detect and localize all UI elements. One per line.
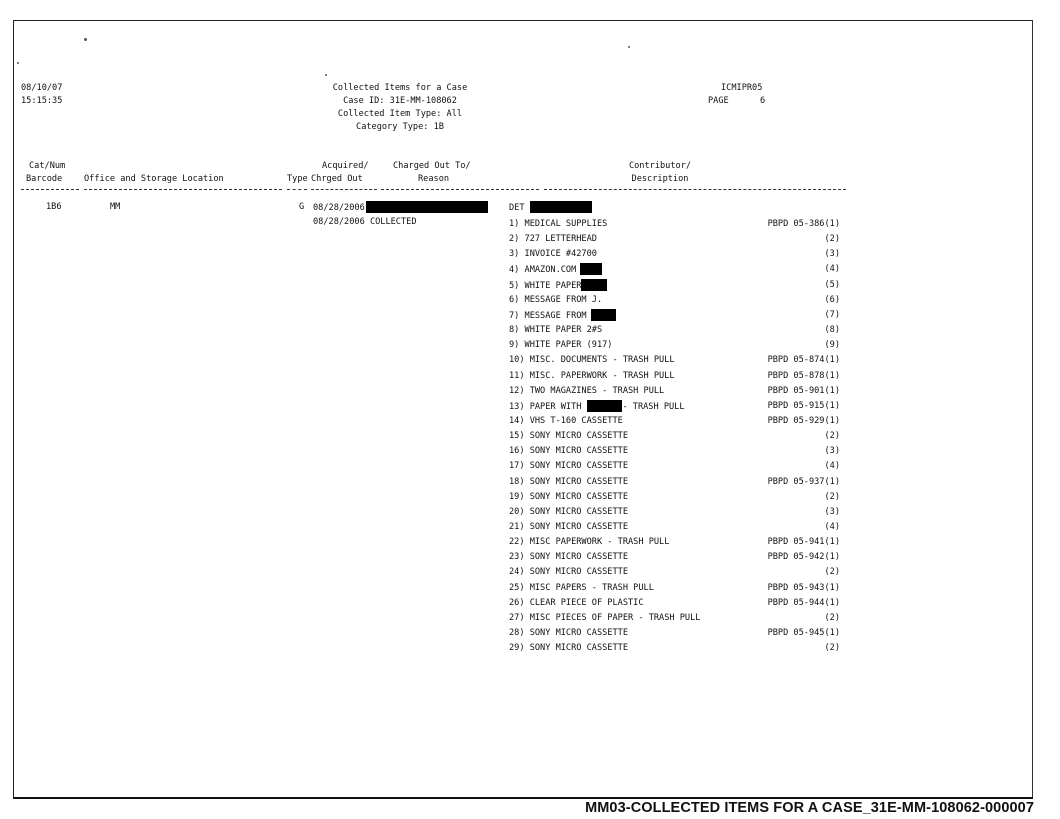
item-description: 6) MESSAGE FROM J. — [509, 295, 603, 305]
report-id: ICMIPR05 — [721, 83, 763, 93]
item-description: 1) MEDICAL SUPPLIES — [509, 219, 608, 229]
item-description: 8) WHITE PAPER 2#S — [509, 325, 603, 335]
list-item — [509, 385, 664, 398]
item-reference: PBPD 05-937(1) — [767, 477, 840, 487]
item-description: 16) SONY MICRO CASSETTE — [509, 446, 628, 456]
item-reference: PBPD 05-874(1) — [767, 355, 840, 365]
item-reference: PBPD 05-878(1) — [767, 371, 840, 381]
list-item — [509, 551, 628, 564]
item-reference: (3) — [824, 249, 840, 259]
scan-speck — [84, 38, 87, 41]
item-reference: PBPD 05-944(1) — [767, 598, 840, 608]
list-item — [509, 582, 654, 595]
item-reference: PBPD 05-386(1) — [767, 219, 840, 229]
item-description: 15) SONY MICRO CASSETTE — [509, 431, 628, 441]
item-description: 22) MISC PAPERWORK - TRASH PULL — [509, 537, 670, 547]
list-item — [509, 218, 607, 231]
item-description: 12) TWO MAGAZINES - TRASH PULL — [509, 386, 665, 396]
redaction-box — [366, 201, 488, 213]
item-reference: PBPD 05-929(1) — [767, 416, 840, 426]
item-reference: (2) — [824, 431, 840, 441]
item-reference: PBPD 05-942(1) — [767, 552, 840, 562]
col-type: Type — [287, 174, 308, 184]
list-item — [509, 476, 628, 489]
record-type: G — [299, 202, 305, 212]
item-reference: (2) — [824, 643, 840, 653]
item-reference: (3) — [824, 507, 840, 517]
report-category-type: Category Type: 1B — [356, 122, 444, 132]
item-description: 29) SONY MICRO CASSETTE — [509, 643, 628, 653]
list-item — [509, 536, 669, 549]
list-item — [509, 339, 612, 352]
list-item — [509, 521, 628, 534]
item-reference: (3) — [824, 446, 840, 456]
scan-speck — [17, 62, 19, 64]
item-reference: (4) — [824, 461, 840, 471]
item-reference: (2) — [824, 492, 840, 502]
list-item — [509, 415, 623, 428]
list-item — [509, 627, 628, 640]
report-date: 08/10/07 — [21, 83, 63, 93]
item-reference: (4) — [824, 522, 840, 532]
report-time: 15:15:35 — [21, 96, 63, 106]
list-item — [509, 279, 607, 293]
item-description: 23) SONY MICRO CASSETTE — [509, 552, 628, 562]
col-contributor: Contributor/ — [628, 161, 692, 171]
list-item — [509, 263, 602, 277]
list-item — [509, 294, 602, 307]
item-reference: (4) — [824, 264, 840, 274]
list-item — [509, 642, 628, 655]
item-reference: (9) — [824, 340, 840, 350]
redaction-box — [587, 400, 622, 412]
separator-line — [84, 189, 282, 190]
col-description: Description — [631, 174, 689, 184]
item-description: 4) AMAZON.COM — [509, 265, 577, 275]
item-reference: (2) — [824, 613, 840, 623]
item-reference: PBPD 05-901(1) — [767, 386, 840, 396]
item-reference: (8) — [824, 325, 840, 335]
redaction-box — [581, 279, 607, 291]
page-number: 6 — [760, 96, 766, 106]
page-border-top — [13, 20, 1033, 21]
list-item — [509, 612, 700, 625]
col-reason: Reason — [418, 174, 450, 184]
separator-line — [287, 189, 307, 190]
item-reference: PBPD 05-941(1) — [767, 537, 840, 547]
item-reference: PBPD 05-943(1) — [767, 583, 840, 593]
list-item — [509, 324, 602, 337]
item-description: 10) MISC. DOCUMENTS - TRASH PULL — [509, 355, 675, 365]
col-acquired: Acquired/ — [322, 161, 369, 171]
page-label: PAGE — [708, 96, 729, 106]
list-item — [509, 506, 628, 519]
record-charged-out: 08/28/2006 COLLECTED — [313, 217, 417, 227]
item-description-tail: - TRASH PULL — [622, 402, 685, 412]
report-title-line: Collected Items for a Case — [332, 83, 468, 93]
item-description: 13) PAPER WITH — [509, 402, 582, 412]
list-item — [509, 309, 616, 323]
item-reference: (6) — [824, 295, 840, 305]
list-item — [509, 491, 628, 504]
item-description: 11) MISC. PAPERWORK - TRASH PULL — [509, 371, 675, 381]
list-item — [509, 370, 675, 383]
col-charged-to: Charged Out To/ — [393, 161, 471, 171]
page-border-left — [13, 20, 14, 798]
list-item — [509, 400, 685, 414]
item-reference: (5) — [824, 280, 840, 290]
list-item — [509, 566, 628, 579]
list-item — [509, 233, 597, 246]
item-description: 2) 727 LETTERHEAD — [509, 234, 597, 244]
item-description: 21) SONY MICRO CASSETTE — [509, 522, 628, 532]
item-reference: PBPD 05-915(1) — [767, 401, 840, 411]
item-description: 24) SONY MICRO CASSETTE — [509, 567, 628, 577]
item-reference: (2) — [824, 234, 840, 244]
item-description: 7) MESSAGE FROM — [509, 311, 587, 321]
scan-speck — [628, 46, 630, 48]
list-item — [509, 445, 628, 458]
redaction-box — [591, 309, 616, 321]
item-description: 20) SONY MICRO CASSETTE — [509, 507, 628, 517]
item-reference: (2) — [824, 567, 840, 577]
list-item — [509, 460, 628, 473]
item-description: 28) SONY MICRO CASSETTE — [509, 628, 628, 638]
item-description: 26) CLEAR PIECE OF PLASTIC — [509, 598, 644, 608]
item-description: 5) WHITE PAPER — [509, 281, 582, 291]
record-office: MM — [110, 202, 121, 212]
col-barcode: Barcode — [26, 174, 63, 184]
item-description: 19) SONY MICRO CASSETTE — [509, 492, 628, 502]
separator-line — [311, 189, 377, 190]
report-case-id: Case ID: 31E-MM-108062 — [343, 96, 457, 106]
separator-line — [544, 189, 846, 190]
col-office: Office and Storage Location — [84, 174, 224, 184]
item-description: 27) MISC PIECES OF PAPER - TRASH PULL — [509, 613, 701, 623]
list-item — [509, 597, 644, 610]
record-contributor: DET — [509, 201, 592, 215]
item-description: 25) MISC PAPERS - TRASH PULL — [509, 583, 654, 593]
page-border-right — [1032, 20, 1033, 798]
item-description: 3) INVOICE #42700 — [509, 249, 597, 259]
scan-speck — [325, 74, 327, 76]
item-reference: PBPD 05-945(1) — [767, 628, 840, 638]
item-description: 18) SONY MICRO CASSETTE — [509, 477, 628, 487]
col-charged-out: Chrged Out — [311, 174, 363, 184]
document-footer-id: MM03-COLLECTED ITEMS FOR A CASE_31E-MM-108062-000007 — [585, 800, 1034, 816]
redaction-box — [580, 263, 602, 275]
page-border-bottom — [13, 797, 1033, 799]
item-description: 14) VHS T-160 CASSETTE — [509, 416, 623, 426]
item-description: 9) WHITE PAPER (917) — [509, 340, 613, 350]
item-reference: (7) — [824, 310, 840, 320]
record-acquired-date: 08/28/2006 — [313, 201, 488, 215]
record-cat-num: 1B6 — [46, 202, 62, 212]
redaction-box — [530, 201, 592, 213]
list-item — [509, 430, 628, 443]
list-item — [509, 354, 675, 367]
col-cat-num: Cat/Num — [29, 161, 66, 171]
report-item-type: Collected Item Type: All — [337, 109, 463, 119]
separator-line — [21, 189, 79, 190]
list-item — [509, 248, 597, 261]
item-description: 17) SONY MICRO CASSETTE — [509, 461, 628, 471]
separator-line — [381, 189, 539, 190]
